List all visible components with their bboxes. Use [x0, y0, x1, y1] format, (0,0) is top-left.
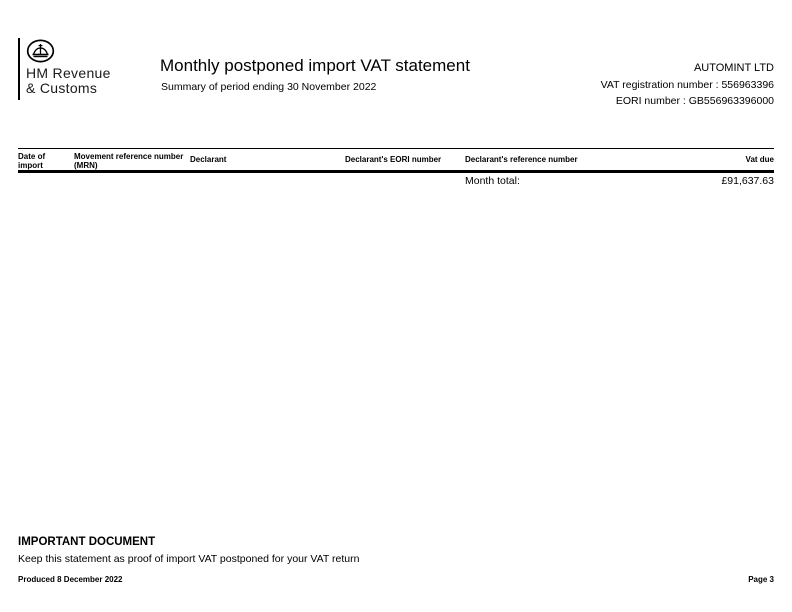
company-name: AUTOMINT LTD: [693, 62, 774, 74]
column-header-declarant: Declarant: [190, 155, 227, 164]
month-total-label: Month total:: [465, 175, 520, 187]
vat-registration-number: VAT registration number : 556963396: [600, 78, 774, 91]
statement-period-subtitle: Summary of period ending 30 November 2022: [161, 81, 377, 93]
statement-title: Monthly postponed import VAT statement: [160, 56, 470, 75]
hmrc-logo-line2: & Customs: [26, 80, 98, 96]
produced-date: Produced 8 December 2022: [18, 575, 123, 584]
eori-number: EORI number : GB556963396000: [615, 95, 774, 107]
column-header-mrn: Movement reference number (MRN): [74, 152, 184, 170]
column-header-declarant-eori: Declarant's EORI number: [345, 155, 442, 164]
hmrc-logo-text: [26, 66, 111, 96]
column-header-declarant-reference: Declarant's reference number: [465, 155, 578, 164]
important-document-heading: IMPORTANT DOCUMENT: [18, 536, 156, 548]
hmrc-logo-line1: HM Revenue: [26, 65, 111, 81]
month-total-value: £91,637.63: [721, 175, 774, 187]
logo-divider-bar: [18, 38, 20, 100]
important-document-text: Keep this statement as proof of import VAT postponed for your VAT return: [18, 553, 360, 565]
crown-icon: [26, 39, 55, 68]
column-header-vat-due: Vat due: [745, 155, 774, 164]
hmrc-logo: [18, 38, 158, 100]
page-number: Page 3: [748, 575, 774, 584]
column-header-date-of-import: Date of import: [18, 152, 46, 170]
table-header-rule: [18, 170, 774, 173]
table-top-rule: [18, 148, 774, 149]
company-details: [601, 60, 774, 110]
